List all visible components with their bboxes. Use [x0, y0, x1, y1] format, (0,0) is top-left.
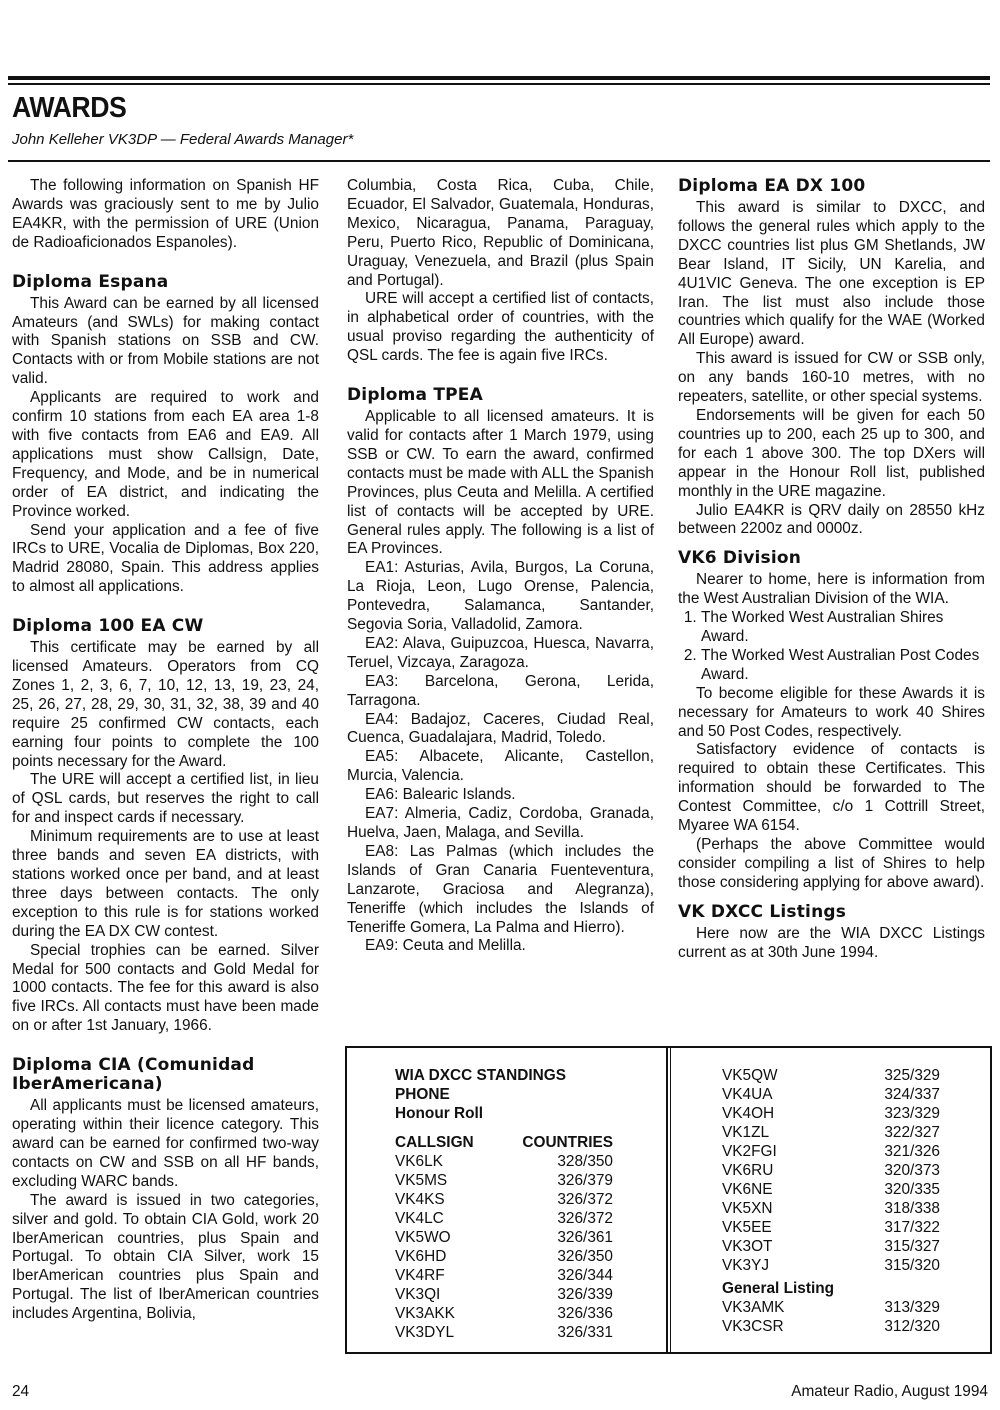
countries-cell: 324/337 — [884, 1086, 940, 1103]
paragraph: This award is similar to DXCC, and follows the general rules which apply to the DXCC countries list plus GM Shetlands, JW Bear Island, IT Sicily, UN Karelia, and 4U1VIC Geneva. The one exception is EP Iran. The list must also include those countries which qualify for the WAE (Worked All Europe) award. — [678, 199, 985, 349]
table-body-left — [395, 1152, 613, 1342]
general-listing-heading: General Listing — [722, 1280, 835, 1297]
countries-cell: 326/344 — [557, 1267, 613, 1284]
column-3 — [678, 177, 985, 963]
province-list-ea7: EA7: Almeria, Cadiz, Cordoba, Granada, Huelva, Jaen, Malaga, and Sevilla. — [347, 805, 654, 841]
table-row — [722, 1317, 940, 1336]
callsign-cell: VK5MS — [395, 1172, 448, 1189]
table-row — [395, 1247, 613, 1266]
countries-cell: 317/322 — [884, 1219, 940, 1236]
callsign-cell: VK3AKK — [395, 1305, 455, 1322]
countries-cell: 320/335 — [884, 1181, 940, 1198]
paragraph: Endorsements will be given for each 50 countries up to 200, each 25 up to 300, and for each 1 above 300. The top DXers will appear in the Honour Roll list, published monthly in the URE magazine. — [678, 406, 985, 500]
callsign-cell: VK3DYL — [395, 1324, 455, 1341]
countries-cell: 326/336 — [557, 1305, 613, 1322]
paragraph: Special trophies can be earned. Silver Medal for 500 contacts and Gold Medal for 1000 contacts. The fee for this award is also five IRCs. All contacts must have been made on or after 1st January, 1966. — [12, 941, 319, 1035]
callsign-cell: VK3YJ — [722, 1257, 770, 1274]
callsign-cell: VK4OH — [722, 1105, 775, 1122]
dxcc-table-left — [395, 1066, 613, 1342]
countries-cell: 326/339 — [557, 1286, 613, 1303]
province-list-ea4: EA4: Badajoz, Caceres, Ciudad Real, Cuenca, Guadalajara, Madrid, Toledo. — [347, 710, 654, 747]
table-title: WIA DXCC STANDINGS — [395, 1067, 567, 1084]
table-row — [722, 1199, 940, 1218]
countries-cell: 315/327 — [884, 1238, 940, 1255]
countries-cell: 318/338 — [884, 1200, 940, 1217]
province-list-ea6: EA6: Balearic Islands. — [365, 786, 516, 804]
countries-cell: 320/373 — [884, 1162, 940, 1179]
table-row — [395, 1190, 613, 1209]
paragraph: Send your application and a fee of five IRCs to URE, Vocalia de Diplomas, Box 220, Madrid 28080, Spain. This address applies to almost all applications. — [12, 521, 319, 596]
countries-cell: 313/329 — [884, 1299, 940, 1316]
paragraph: Applicants are required to work and confirm 10 stations from each EA area 1-8 with five contacts from EA6 and EA9. All applications must show Callsign, Date, Frequency, and Mode, and be in numerical order of EA district, and indicating the Province worked. — [12, 389, 319, 520]
table-row — [722, 1180, 940, 1199]
list-item: 2. The Worked West Australian Post Codes Award. — [701, 647, 985, 685]
table-row — [722, 1298, 940, 1317]
table-row — [395, 1323, 613, 1342]
paragraph: The URE will accept a certified list, in lieu of QSL cards, but reserves the right to call for and inspect cards if necessary. — [12, 771, 319, 827]
countries-cell: 322/327 — [884, 1124, 940, 1141]
table-row — [722, 1123, 940, 1142]
header-rule-thin — [8, 83, 990, 85]
callsign-cell: VK6RU — [722, 1162, 774, 1179]
heading-diploma-100-ea-cw: Diploma 100 EA CW — [12, 616, 204, 637]
callsign-cell: VK3CSR — [722, 1318, 784, 1335]
table-row — [722, 1066, 940, 1085]
header-rule-thick — [8, 76, 990, 80]
callsign-cell: VK6LK — [395, 1153, 443, 1170]
countries-cell: 326/372 — [557, 1210, 613, 1227]
countries-cell: 326/372 — [557, 1191, 613, 1208]
callsign-cell: VK4LC — [395, 1210, 444, 1227]
countries-cell: 326/350 — [557, 1248, 613, 1265]
publication-footer: Amateur Radio, August 1994 — [791, 1383, 988, 1400]
table-row — [722, 1237, 940, 1256]
heading-diploma-tpea: Diploma TPEA — [347, 385, 483, 406]
paragraph: The award is issued in two categories, silver and gold. To obtain CIA Gold, work 20 IberAmerican countries, plus Spain and Portugal. To obtain CIA Silver, work 15 IberAmerican countries plus Spain and Portugal. The list of IberAmerican countries includes Argentina, Bolivia, — [12, 1191, 319, 1323]
callsign-cell: VK2FGI — [722, 1143, 777, 1160]
table-row — [722, 1104, 940, 1123]
countries-cell: 323/329 — [884, 1105, 940, 1122]
table-row — [722, 1142, 940, 1161]
province-list-ea1: EA1: Asturias, Avila, Burgos, La Coruna, La Rioja, Leon, Lugo Orense, Palencia, Pontevedra, Salamanca, Santander, Segovia Soria, Valladolid, Zamora. — [347, 559, 654, 634]
heading-diploma-cia: Diploma CIA (Comunidad IberAmericana) — [12, 1055, 255, 1095]
paragraph: (Perhaps the above Committee would consider compiling a list of Shires to help those considering applying for above award). — [678, 836, 985, 891]
table-subtitle-mode: PHONE — [395, 1086, 450, 1103]
heading-diploma-ea-dx-100: Diploma EA DX 100 — [678, 176, 866, 196]
countries-cell: 326/361 — [557, 1229, 613, 1246]
paragraph: URE will accept a certified list of contacts, in alphabetical order of countries, with the usual proviso regarding the authenticity of QSL cards. The fee is again five IRCs. — [347, 290, 654, 365]
paragraph: Columbia, Costa Rica, Cuba, Chile, Ecuador, El Salvador, Guatemala, Honduras, Mexico, Nicaragua, Panama, Paraguay, Peru, Puerto Rico, Republic of Dominicana, Uraguay, Venezuela, and Brazil (plus Spain and Portugal). — [347, 177, 654, 289]
paragraph: Minimum requirements are to use at least three bands and seven EA districts, with stations worked once per band, and at least three days between contacts. The only exception to this rule is for stations worked during the EA DX CW contest. — [12, 828, 319, 940]
paragraph: To become eligible for these Awards it is necessary for Amateurs to work 40 Shires and 50 Post Codes, respectively. — [678, 684, 985, 740]
paragraph: Satisfactory evidence of contacts is required to obtain these Certificates. This information should be forwarded to The Contest Committee, c/o 1 Cottrill Street, Myaree WA 6154. — [678, 741, 985, 835]
table-body-right — [722, 1066, 940, 1275]
province-list-ea8: EA8: Las Palmas (which includes the Islands of Gran Canaria Fuenteventura, Lanzarote, Graciosa and Alegranza), Teneriffe (which includes the Islands of Teneriffe Gomera, La Palma and Hierro). — [347, 842, 654, 936]
paragraph: This award is issued for CW or SSB only, on any bands 160-10 metres, with no repeaters, satellite, or other special systems. — [678, 350, 985, 406]
list-item: 1. The Worked West Australian Shires Award. — [701, 609, 985, 647]
heading-diploma-espana: Diploma Espana — [12, 271, 169, 292]
table-subtitle-honour-roll: Honour Roll — [395, 1105, 484, 1122]
byline: John Kelleher VK3DP — Federal Awards Manager* — [12, 131, 354, 148]
table-row — [395, 1228, 613, 1247]
paragraph: Nearer to home, here is information from the West Australian Division of the WIA. — [678, 571, 985, 608]
paragraph: Applicable to all licensed amateurs. It is valid for contacts after 1 March 1979, using SSB or CW. To earn the award, confirmed contacts must be made with ALL the Spanish Provinces, plus Ceuta and Melilla. A certified list of contacts will be accepted by URE. General rules apply. The following is a list of EA Provinces. — [347, 408, 654, 558]
table-row — [722, 1161, 940, 1180]
province-list-ea2: EA2: Alava, Guipuzcoa, Huesca, Navarra, Teruel, Vizcaya, Zaragoza. — [347, 634, 654, 671]
paragraph: Julio EA4KR is QRV daily on 28550 kHz between 2200z and 0000z. — [678, 501, 985, 538]
paragraph: All applicants must be licensed amateurs, operating within their licence category. This award can be earned for confirmed two-way contacts on CW and SSB on all HF bands, excluding WARC bands. — [12, 1097, 319, 1190]
table-row — [722, 1218, 940, 1237]
province-list-ea5: EA5: Albacete, Alicante, Castellon, Murcia, Valencia. — [347, 748, 654, 785]
callsign-cell: VK5EE — [722, 1219, 772, 1236]
callsign-cell: VK1ZL — [722, 1124, 770, 1141]
countries-cell: 326/379 — [557, 1172, 613, 1189]
table-row — [395, 1304, 613, 1323]
table-row — [395, 1171, 613, 1190]
table-row — [395, 1285, 613, 1304]
table-row — [722, 1085, 940, 1104]
callsign-cell: VK4KS — [395, 1191, 445, 1208]
table-body-general — [722, 1298, 940, 1336]
box-divider-inner — [670, 1046, 671, 1352]
callsign-cell: VK4UA — [722, 1086, 773, 1103]
callsign-cell: VK5XN — [722, 1200, 773, 1217]
column-2 — [347, 177, 654, 956]
callsign-cell: VK3AMK — [722, 1299, 785, 1316]
callsign-cell: VK3OT — [722, 1238, 773, 1255]
callsign-cell: VK6NE — [722, 1181, 773, 1198]
intro-paragraph: The following information on Spanish HF Awards was graciously sent to me by Julio EA4KR, with the permission of URE (Union de Radioaficionados Espanoles). — [12, 177, 319, 251]
callsign-cell: VK6HD — [395, 1248, 447, 1265]
paragraph: This Award can be earned by all licensed Amateurs (and SWLs) for making contact with Spanish stations on SSB and CW. Contacts with or from Mobile stations are not valid. — [12, 294, 319, 388]
province-list-ea3: EA3: Barcelona, Gerona, Lerida, Tarragona. — [347, 672, 654, 709]
page-title: AWARDS — [12, 92, 127, 124]
column-header-callsign: CALLSIGN — [395, 1134, 474, 1151]
countries-cell: 312/320 — [884, 1318, 940, 1335]
page-number: 24 — [12, 1383, 30, 1400]
paragraph: This certificate may be earned by all licensed Amateurs. Operators from CQ Zones 1, 2, 3, 6, 7, 10, 12, 13, 19, 23, 24, 25, 26, 27, 28, 29, 30, 31, 32, 38, 39 and 40 require 25 confirmed CW contacts, each earning four points to complete the 100 points necessary for the Award. — [12, 639, 319, 770]
countries-cell: 325/329 — [884, 1067, 940, 1084]
countries-cell: 321/326 — [884, 1143, 940, 1160]
byline-rule — [8, 160, 990, 162]
callsign-cell: VK5QW — [722, 1067, 778, 1084]
table-row — [395, 1266, 613, 1285]
callsign-cell: VK4RF — [395, 1267, 445, 1284]
table-row — [722, 1256, 940, 1275]
paragraph: Here now are the WIA DXCC Listings current as at 30th June 1994. — [678, 924, 985, 961]
table-row — [395, 1152, 613, 1171]
column-header-countries: COUNTRIES — [522, 1134, 613, 1151]
countries-cell: 315/320 — [884, 1257, 940, 1274]
column-1 — [12, 177, 319, 1324]
heading-vk-dxcc-listings: VK DXCC Listings — [678, 901, 847, 922]
box-divider — [666, 1046, 668, 1352]
province-list-ea9: EA9: Ceuta and Melilla. — [365, 937, 526, 955]
callsign-cell: VK3QI — [395, 1286, 441, 1303]
table-header-row — [395, 1133, 613, 1152]
dxcc-table-right — [722, 1066, 940, 1336]
awards-list — [678, 609, 985, 685]
callsign-cell: VK5WO — [395, 1229, 451, 1246]
heading-vk6-division: VK6 Division — [678, 548, 802, 569]
table-row — [395, 1209, 613, 1228]
countries-cell: 326/331 — [557, 1324, 613, 1341]
countries-cell: 328/350 — [557, 1153, 613, 1170]
